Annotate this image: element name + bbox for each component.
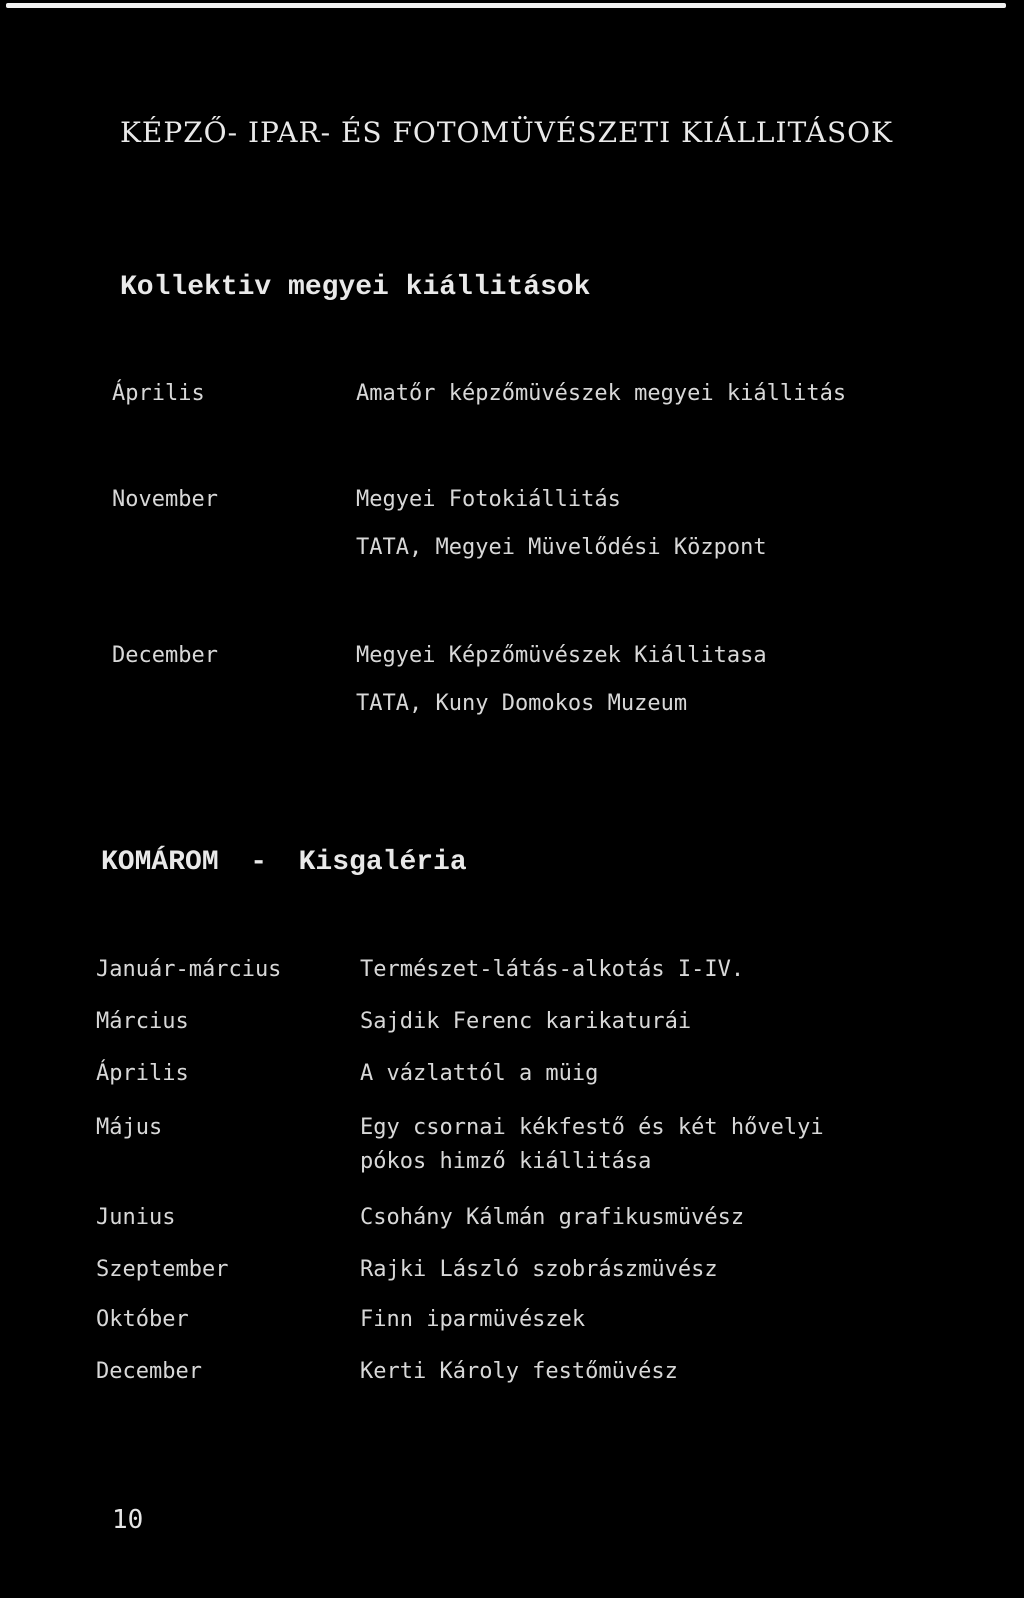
komarom-entry	[96, 1254, 1016, 1286]
page-heading: KÉPZŐ- IPAR- ÉS FOTOMÜVÉSZETI KIÁLLITÁSOK	[120, 116, 894, 149]
komarom-section-title	[101, 847, 467, 878]
entry-month: December	[96, 1359, 202, 1384]
entry-month: Március	[96, 1009, 189, 1034]
entry-text: Megyei Fotokiállitás	[356, 487, 621, 512]
entry-text: Kerti Károly festőmüvész	[360, 1359, 678, 1384]
entry-text: Természet-látás-alkotás I-IV.	[360, 957, 745, 982]
komarom-entry	[96, 1356, 1016, 1388]
komarom-entry	[96, 1058, 1016, 1090]
entry-month: Október	[96, 1307, 189, 1332]
page-number: 10	[112, 1505, 144, 1535]
county-entry	[112, 378, 1012, 410]
entry-text: Finn iparmüvészek	[360, 1307, 586, 1332]
entry-text: Megyei Képzőmüvészek Kiállitasa	[356, 643, 767, 668]
entry-month: Szeptember	[96, 1257, 229, 1282]
top-border	[0, 0, 1024, 10]
komarom-entry	[96, 954, 1016, 986]
entry-text: Sajdik Ferenc karikaturái	[360, 1009, 692, 1034]
entry-text: Amatőr képzőmüvészek megyei kiállitás	[356, 381, 847, 406]
top-rule-line	[6, 3, 1006, 8]
komarom-entry	[96, 1112, 1016, 1182]
entry-text-continued: pókos himző kiállitása	[360, 1149, 652, 1174]
entry-month: Január-március	[96, 957, 282, 982]
entry-text: Rajki László szobrászmüvész	[360, 1257, 718, 1282]
entry-location: TATA, Megyei Müvelődési Központ	[356, 535, 767, 560]
entry-month: Junius	[96, 1205, 176, 1230]
entry-text: Egy csornai kékfestő és két hővelyi	[360, 1115, 824, 1140]
entry-month: November	[112, 487, 218, 512]
komarom-entry	[96, 1304, 1016, 1336]
county-entry	[112, 640, 1012, 720]
section-place: KOMÁROM	[101, 847, 219, 878]
entry-location: TATA, Kuny Domokos Muzeum	[356, 691, 688, 716]
county-entry	[112, 484, 1012, 564]
komarom-entry	[96, 1006, 1016, 1038]
entry-month: Május	[96, 1115, 163, 1140]
entry-text: Csohány Kálmán grafikusmüvész	[360, 1205, 745, 1230]
entry-month: Április	[112, 381, 205, 406]
section-venue: Kisgaléria	[298, 847, 467, 878]
entry-month: December	[112, 643, 218, 668]
komarom-entry	[96, 1202, 1016, 1234]
county-exhibitions-title: Kollektiv megyei kiállitások	[120, 272, 591, 303]
section-dash: -	[250, 847, 268, 878]
entry-month: Április	[96, 1061, 189, 1086]
entry-text: A vázlattól a müig	[360, 1061, 599, 1086]
